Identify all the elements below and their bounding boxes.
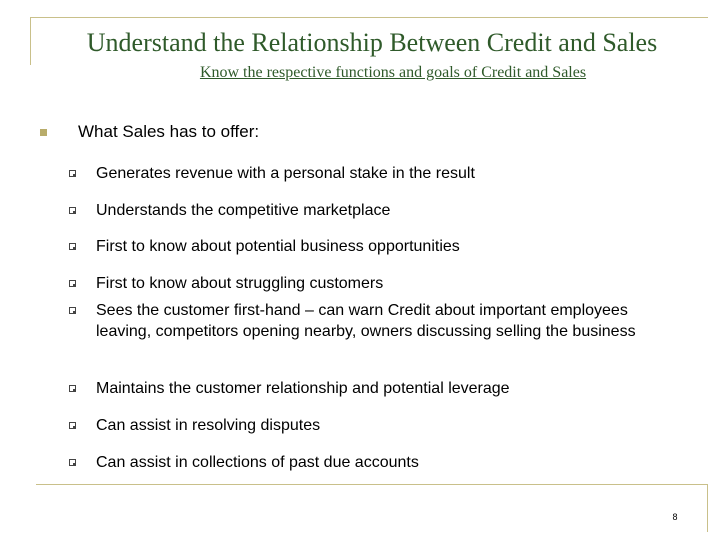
bottom-accent-vertical-line bbox=[707, 484, 708, 532]
sub-bullet-text: Can assist in resolving disputes bbox=[96, 417, 321, 434]
page-number: 8 bbox=[672, 512, 678, 522]
sub-bullet-text: Can assist in collections of past due accounts bbox=[96, 454, 419, 471]
sub-bullet-text: Generates revenue with a personal stake in the result bbox=[96, 165, 475, 182]
hollow-square-bullet-icon bbox=[69, 170, 76, 177]
slide-subtitle: Know the respective functions and goals of Credit and Sales bbox=[199, 64, 587, 81]
hollow-square-bullet-icon bbox=[69, 307, 76, 314]
bottom-accent-horizontal-line bbox=[36, 484, 708, 485]
sub-bullet-text: First to know about potential business opportunities bbox=[96, 238, 460, 255]
slide-title: Understand the Relationship Between Credit and Sales bbox=[86, 28, 658, 57]
hollow-square-bullet-icon bbox=[69, 207, 76, 214]
main-bullet-text: What Sales has to offer: bbox=[78, 122, 260, 141]
top-accent-horizontal-line bbox=[30, 17, 708, 18]
sub-bullet-text: Sees the customer first-hand – can warn Credit about important employees leaving, competitors opening nearby, owners discussing selling the business bbox=[96, 302, 636, 340]
square-bullet-icon bbox=[40, 129, 47, 136]
hollow-square-bullet-icon bbox=[69, 385, 76, 392]
hollow-square-bullet-icon bbox=[69, 422, 76, 429]
sub-bullet-text: First to know about struggling customers bbox=[96, 275, 384, 292]
hollow-square-bullet-icon bbox=[69, 459, 76, 466]
sub-bullet-text: Understands the competitive marketplace bbox=[96, 202, 391, 219]
hollow-square-bullet-icon bbox=[69, 280, 76, 287]
sub-bullet-text: Maintains the customer relationship and potential leverage bbox=[96, 380, 510, 397]
hollow-square-bullet-icon bbox=[69, 243, 76, 250]
